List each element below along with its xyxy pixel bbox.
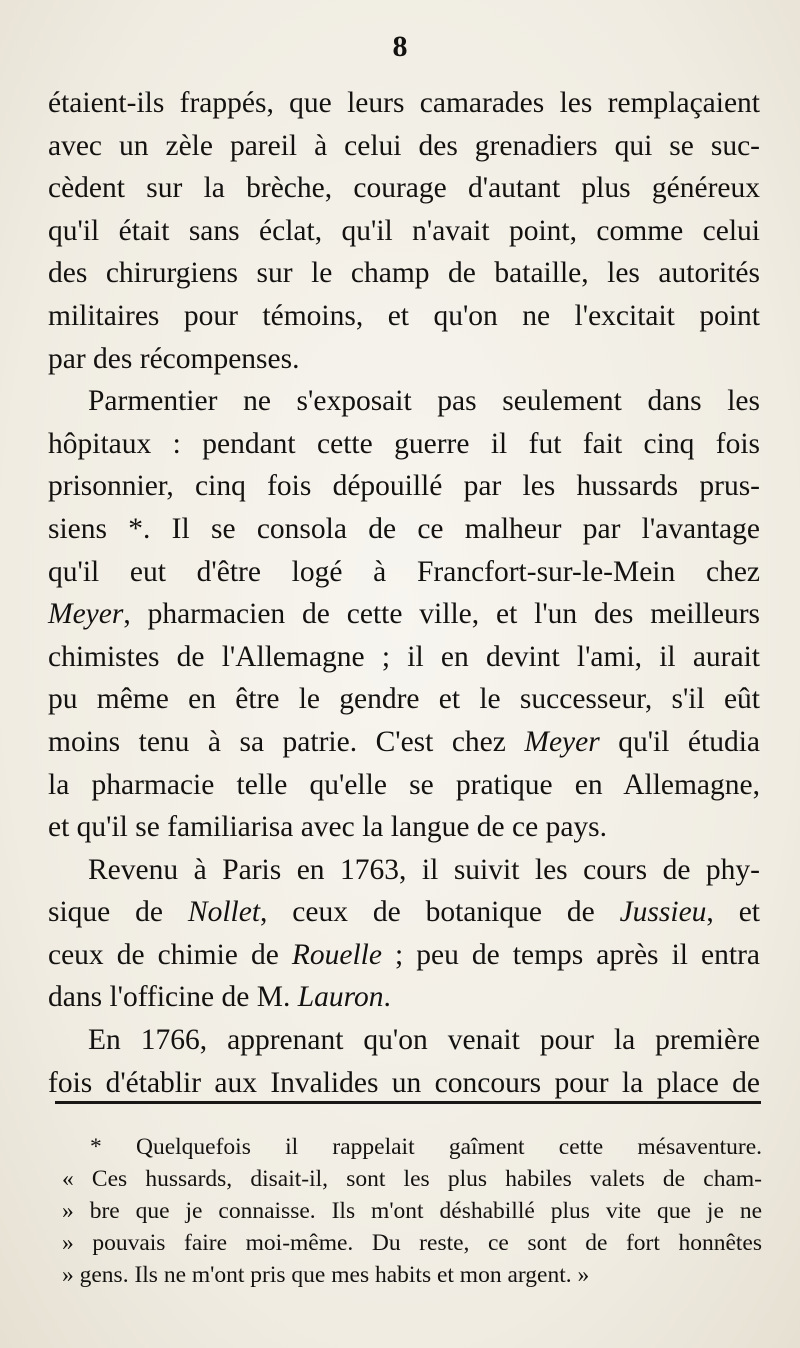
text-line: militaires pour témoins, et qu'on ne l'excitait point [48, 299, 760, 332]
footnote-line: « Ces hussards, disait-il, sont les plus habiles valets de cham- [62, 1166, 762, 1192]
text-line: avec un zèle pareil à celui des grenadiers qui se suc- [48, 129, 760, 162]
text-line: pu même en être le gendre et le successeur, s'il eût [48, 683, 760, 716]
text-line: ceux de chimie de Rouelle ; peu de temps après il entra [48, 938, 760, 971]
text-line: Meyer, pharmacien de cette ville, et l'un des meilleurs [48, 598, 760, 631]
footnote-line: * Quelquefois il rappelait gaîment cette mésaventure. [90, 1134, 762, 1160]
paragraph-start: En 1766, apprenant qu'on venait pour la première [88, 1024, 760, 1057]
paragraph-start: Parmentier ne s'exposait pas seulement dans les [88, 385, 760, 418]
text-line: sique de Nollet, ceux de botanique de Jussieu, et [48, 896, 760, 929]
italic-name: Lauron [297, 981, 384, 1014]
text-line: cèdent sur la brèche, courage d'autant plus généreux [48, 172, 760, 205]
text-line: par des récompenses. [48, 342, 300, 375]
footnote-line: » gens. Ils ne m'ont pris que mes habits et mon argent. » [62, 1262, 590, 1288]
footnote-line: » bre que je connaisse. Ils m'ont déshabillé plus vite que je ne [62, 1198, 762, 1224]
italic-name: Jussieu [619, 896, 707, 929]
text-line: dans l'officine de M. Lauron. [48, 981, 391, 1014]
text-line: et qu'il se familiarisa avec la langue de ce pays. [48, 811, 608, 844]
italic-name: Meyer [524, 725, 600, 758]
text-line: chimistes de l'Allemagne ; il en devint l'ami, il aurait [48, 640, 760, 673]
text-line: fois d'établir aux Invalides un concours pour la place de [48, 1066, 760, 1099]
text-line: la pharmacie telle qu'elle se pratique en Allemagne, [48, 768, 760, 801]
text-line: siens *. Il se consola de ce malheur par l'avantage [48, 512, 760, 545]
paragraph-start: Revenu à Paris en 1763, il suivit les cours de phy- [88, 853, 760, 886]
text-line: moins tenu à sa patrie. C'est chez Meyer qu'il étudia [48, 725, 760, 758]
text-line: étaient-ils frappés, que leurs camarades les remplaçaient [48, 87, 760, 119]
footnote [62, 1131, 762, 1291]
footnote-line: » pouvais faire moi-même. Du reste, ce sont de fort honnêtes [62, 1230, 762, 1256]
text-line: des chirurgiens sur le champ de bataille, les autorités [48, 257, 760, 290]
italic-name: Rouelle [291, 938, 382, 971]
text-line: hôpitaux : pendant cette guerre il fut fait cinq fois [48, 427, 760, 460]
text-line: prisonnier, cinq fois dépouillé par les hussards prus- [48, 470, 760, 503]
text-line: qu'il eut d'être logé à Francfort-sur-le-Mein chez [48, 555, 760, 588]
main-text [48, 82, 760, 1104]
text-line: qu'il était sans éclat, qu'il n'avait point, comme celui [48, 214, 760, 247]
page-number: 8 [392, 30, 408, 63]
italic-name: Meyer [48, 598, 124, 631]
footnote-separator [55, 1101, 761, 1104]
italic-name: Nollet [187, 896, 261, 929]
